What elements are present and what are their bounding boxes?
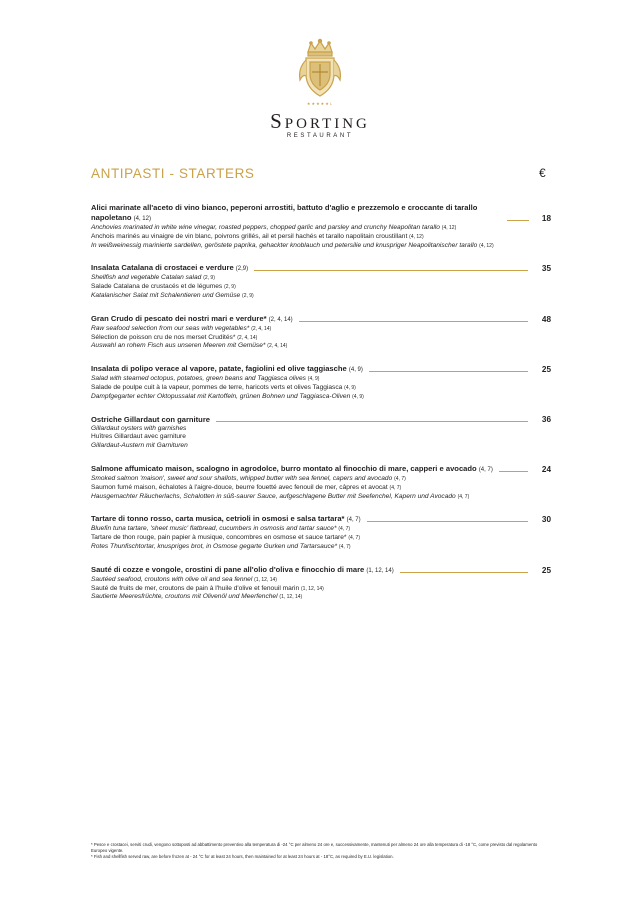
menu-item-translation (91, 233, 531, 242)
translation-text: Bluefin tuna tartare, 'sheet music' flatbread, cucumbers in osmosis and tartar sauce* (91, 525, 337, 533)
translation-allergens: (1, 12, 14) (301, 585, 324, 592)
translation-allergens: (4, 9) (344, 384, 356, 391)
translation-allergens: (4, 9) (352, 393, 364, 400)
translation-allergens: (2, 9) (242, 292, 254, 299)
menu-item-header (91, 263, 551, 274)
menu-item-title (91, 514, 361, 525)
translation-text: Shellfish and vegetable Catalan salad (91, 274, 202, 282)
menu-item-translation (91, 585, 531, 594)
price-leader-line (499, 471, 528, 472)
translation-allergens: (4, 7) (394, 475, 406, 482)
menu-item (91, 263, 551, 300)
translation-text: Sélection de poisson cru de nos merset Crudités* (91, 333, 236, 341)
translation-allergens: (4, 7) (338, 526, 351, 533)
menu-item-header (91, 203, 551, 224)
menu-item-header (91, 364, 551, 375)
menu-item-allergens: (2,9) (235, 266, 249, 273)
price-leader-line (400, 572, 528, 573)
menu-item-allergens: (2, 4, 14) (268, 316, 293, 323)
menu-item-name: Salmone affumicato maison, scalogno in agrodolce, burro montato al finocchio di mare, capperi e avocado (91, 463, 477, 473)
menu-item (91, 364, 551, 401)
translation-text: Dampfgegarter echter Oktopussalat mit Kartoffeln, grünen Bohnen und Taggiasca-Oliven (91, 392, 351, 400)
menu-item-title (91, 203, 501, 224)
menu-item-translation (91, 442, 531, 451)
menu-item-allergens: (4, 7) (346, 517, 361, 524)
translation-allergens: (4, 7) (348, 535, 360, 542)
translation-allergens: (2, 9) (224, 284, 236, 291)
menu-item-name: Insalata Catalana di crostacei e verdure (91, 263, 234, 273)
crest-logo (294, 38, 346, 100)
menu-item-price: 25 (541, 565, 551, 575)
translation-allergens: (4, 9) (307, 376, 320, 383)
menu-item-translation (91, 525, 531, 534)
menu-item-price: 48 (541, 314, 551, 324)
menu-item-price: 30 (541, 515, 551, 525)
price-leader-line (507, 220, 529, 221)
menu-item-price: 24 (541, 464, 551, 474)
translation-text: Anchovies marinated in white wine vinegar, roasted peppers, chopped garlic and parsley and crunchy Neapolitan tarallo (91, 224, 440, 231)
menu-item-translation (91, 242, 531, 251)
menu-item-translation (91, 375, 531, 384)
translation-text: Salad with steamed octopus, potatoes, green beans and Taggiasca olives (91, 375, 306, 383)
footnote-english: * Fish and shellfish served raw, are before frozen at - 24 °C for at least 24 hours, then maintained for at least 24 hours at - 18°C, as required by E.U. legislation. (91, 854, 394, 860)
translation-allergens: (4, 12) (409, 233, 424, 240)
menu-item-title (91, 464, 493, 475)
price-leader-line (367, 521, 528, 522)
menu-item-translation (91, 292, 531, 301)
translation-text: In weißweinessig marinierte sardellen, geröstete paprika, gehackter knoblauch und petersilie und knuspriger Neapolitanischer tarallo (91, 241, 478, 249)
translation-allergens: (4, 7) (338, 543, 351, 550)
menu-item-title (91, 565, 394, 576)
translation-text: Sautéed seafood, croutons with olive oil and sea fennel (91, 575, 253, 583)
price-leader-line (369, 371, 528, 372)
currency-symbol: € (539, 166, 546, 180)
menu-item-header (91, 314, 551, 325)
menu-item-title (91, 415, 210, 425)
menu-item-title (91, 364, 363, 375)
menu-item-translation (91, 274, 531, 283)
menu-item-name: Ostriche Gillardaut con garniture (91, 414, 210, 424)
menu-item-translation (91, 325, 531, 334)
translation-allergens: (4, 12) (441, 225, 457, 231)
menu-item (91, 415, 551, 451)
price-leader-line (254, 270, 528, 271)
menu-item-translation (91, 433, 531, 442)
translation-text: Salade de poulpe cuit à la vapeur, pommes de terre, haricots verts et olives Taggiasca (91, 383, 343, 391)
menu-item-allergens: (1, 12, 14) (366, 567, 394, 574)
price-leader-line (299, 321, 528, 322)
footnote-italian: * Pesce e crostacei, serviti crudi, vengono sottoposti ad abbattimento preventivo alla temperatura di -24 °C per almeno 24 ore e, successivamente, mantenuti per almeno 24 ore alla temperatura di -18 °C, come previsto dal regolamento Europeo vigente. (91, 842, 538, 854)
menu-item-header (91, 565, 551, 576)
menu-item-header (91, 514, 551, 525)
translation-allergens: (2, 4, 14) (267, 343, 288, 350)
menu-item-translation (91, 393, 531, 402)
menu-item-translation (91, 484, 531, 493)
menu-item-allergens: (4, 12) (133, 216, 151, 222)
menu-item-translation (91, 334, 531, 343)
menu-item-translation (91, 576, 531, 585)
section-title: ANTIPASTI - STARTERS (91, 166, 255, 181)
translation-text: Huîtres Gillardaut avec garniture (91, 433, 186, 441)
menu-item-translation (91, 224, 531, 233)
menu-item-allergens: (4, 9) (348, 367, 363, 374)
translation-text: Tartare de thon rouge, pain papier à musique, concombres en osmose et sauce tartare* (91, 534, 347, 542)
menu-item-translation (91, 342, 531, 351)
menu-item-translation (91, 493, 531, 502)
menu-items-list (91, 203, 551, 615)
price-leader-line (216, 421, 528, 422)
translation-allergens: (2, 4, 14) (237, 334, 258, 341)
menu-item-name: Sauté di cozze e vongole, crostini di pane all'olio d'oliva e finocchio di mare (91, 564, 365, 574)
menu-item-title (91, 263, 248, 274)
translation-text: Gillardaut oysters with garnishes (91, 424, 187, 432)
menu-item-allergens: (4, 7) (478, 466, 493, 473)
translation-allergens: (4, 7) (457, 493, 470, 500)
menu-item-translation (91, 475, 531, 484)
menu-item (91, 464, 551, 501)
translation-text: Anchois marinés au vinaigre de vin blanc, poivrons grillés, ail et persil hachés et tarallo napolitain croustillant (91, 232, 408, 240)
translation-allergens: (1, 12, 14) (254, 576, 277, 583)
translation-allergens: (4, 7) (389, 484, 402, 491)
menu-item-translation (91, 543, 531, 552)
menu-item-name: Gran Crudo di pescato dei nostri mari e verdure* (91, 313, 267, 323)
menu-item (91, 203, 551, 250)
translation-allergens: (2, 4, 14) (251, 325, 272, 332)
menu-item-price: 25 (541, 365, 551, 375)
menu-item-header (91, 415, 551, 425)
translation-text: Rotes Thunfischtortar, knuspriges brot, in Osmose gegarte Gurken und Tartarsauce* (91, 542, 338, 550)
restaurant-name: Sporting (270, 109, 370, 133)
menu-item-translation (91, 534, 531, 543)
menu-item-header (91, 464, 551, 475)
menu-item-name: Alici marinate all'aceto di vino bianco, peperoni arrostiti, battuto d'aglio e prezzemolo e croccante di tarallo napoletano (91, 203, 478, 222)
translation-text: Saumon fumé maison, échalotes à l'aigre-douce, beurre fouetté avec fenouil de mer, câpres et avocat (91, 483, 388, 491)
restaurant-subtitle: RESTAURANT (286, 133, 354, 139)
menu-item-translation (91, 384, 531, 393)
menu-item-translation (91, 283, 531, 292)
translation-allergens: (2, 9) (203, 275, 215, 282)
menu-item-translation (91, 593, 531, 602)
menu-item-translation (91, 425, 531, 434)
menu-item-price: 18 (541, 214, 551, 223)
menu-item-title (91, 314, 293, 325)
translation-text: Katalanischer Salat mit Schalentieren und Gemüse (91, 291, 241, 299)
menu-item (91, 565, 551, 602)
menu-item-name: Insalata di polipo verace al vapore, patate, fagiolini ed olive taggiasche (91, 364, 347, 374)
translation-text: Salade Catalana de crustacés et de légumes (91, 283, 223, 291)
hotel-stars: ★★★★★L (306, 101, 334, 106)
translation-allergens: (4, 12) (479, 242, 494, 249)
restaurant-header (0, 38, 640, 139)
translation-text: Raw seafood selection from our seas with vegetables* (91, 324, 250, 332)
translation-allergens: (1, 12, 14) (279, 594, 303, 601)
translation-text: Hausgemachter Räucherlachs, Schalotten in süß-saurer Sauce, aufgeschlagene Butter mit Seefenchel, Kapern und Avocado (91, 492, 456, 500)
translation-text: Sautierte Meeresfrüchte, croutons mit Olivenöl und Meerfenchel (91, 593, 278, 601)
footnote (91, 842, 551, 861)
menu-item (91, 314, 551, 351)
translation-text: Gillardaut-Austern mit Garnituren (91, 442, 188, 450)
translation-text: Sauté de fruits de mer, croutons de pain à l'huile d'olive et fenouil marin (91, 584, 300, 592)
menu-item-price: 35 (541, 264, 551, 274)
translation-text: Smoked salmon 'maison', sweet and sour shallots, whipped butter with sea fennel, capers and avocado (91, 474, 393, 482)
menu-item (91, 514, 551, 551)
translation-text: Auswahl an rohem Fisch aus unseren Meeren mit Gemüse* (91, 342, 266, 350)
menu-item-price: 36 (541, 414, 551, 424)
menu-item-name: Tartare di tonno rosso, carta musica, cetrioli in osmosi e salsa tartara* (91, 514, 345, 524)
